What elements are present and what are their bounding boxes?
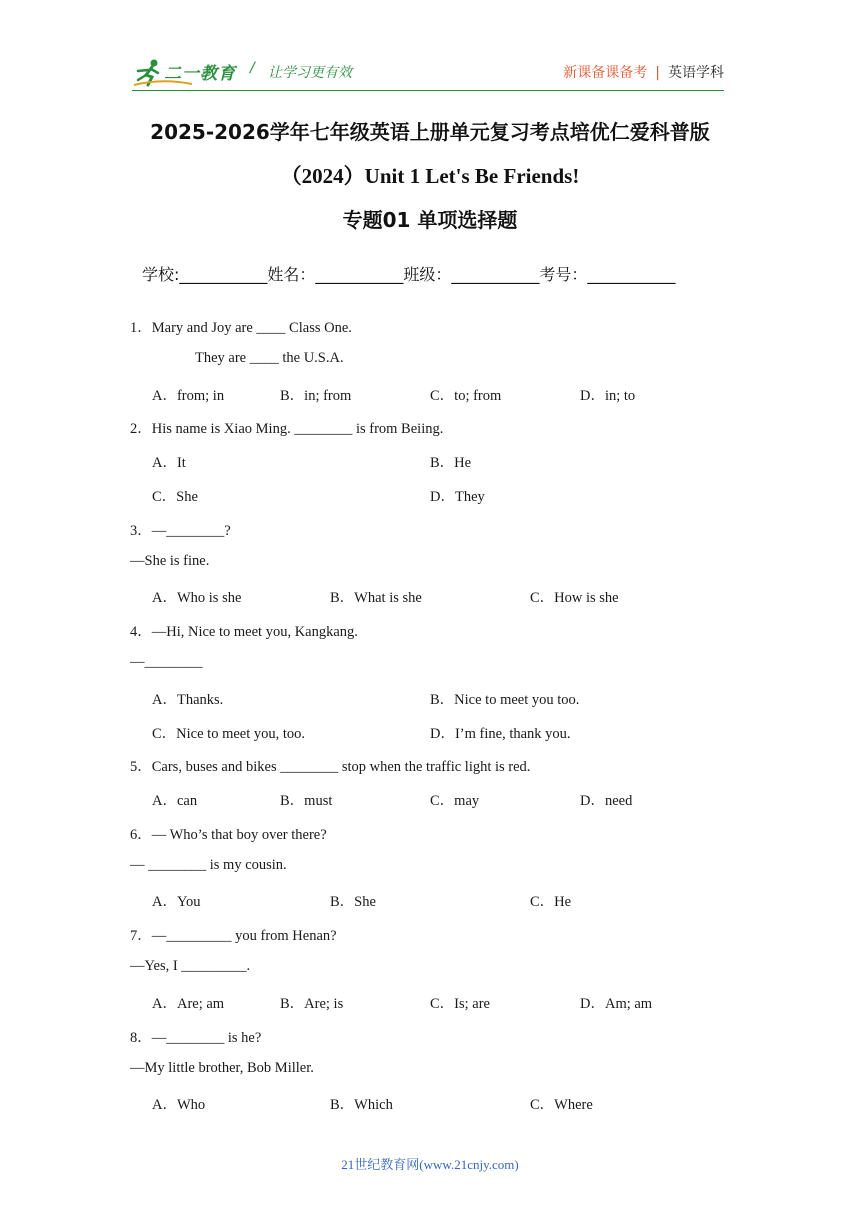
q4-option-c: C．Nice to meet you, too. xyxy=(152,726,306,742)
q8-option-a: A．Who xyxy=(152,1097,206,1113)
question-1-line-2: They are ____ the U.S.A. xyxy=(195,350,344,366)
q3-option-b: B．What is she xyxy=(330,590,422,606)
question-8: 8．—________ is he? xyxy=(130,1030,262,1046)
q3-option-a: A．Who is she xyxy=(152,590,242,606)
header-slash: / xyxy=(250,60,255,76)
header-divider xyxy=(132,90,724,91)
question-8-line-2: —My little brother, Bob Miller. xyxy=(130,1060,314,1076)
student-info-line: 学校:___________姓名：___________班级：___________考号：___________ xyxy=(142,265,676,284)
page-subtitle: （2024）Unit 1 Let's Be Friends! xyxy=(280,164,580,188)
header-course-label: 新课备课备考 xyxy=(563,65,648,81)
q5-option-a: A．can xyxy=(152,793,198,809)
q2-option-b: B．He xyxy=(430,455,472,471)
page-footer: 21世纪教育网(www.21cnjy.com) xyxy=(341,1157,519,1172)
section-title: 专题01 单项选择题 xyxy=(342,208,518,232)
q1-option-d: D．in; to xyxy=(580,388,636,404)
question-4: 4．—Hi, Nice to meet you, Kangkang. xyxy=(130,624,358,640)
q2-option-d: D．They xyxy=(430,489,485,505)
question-2: 2．His name is Xiao Ming. ________ is from Beiing. xyxy=(130,421,444,437)
q1-option-a: A．from; in xyxy=(152,388,225,404)
question-7: 7．—_________ you from Henan? xyxy=(130,928,337,944)
question-6: 6．— Who’s that boy over there? xyxy=(130,827,327,843)
question-4-line-2: —________ xyxy=(130,654,203,670)
question-5: 5．Cars, buses and bikes ________ stop when the traffic light is red. xyxy=(130,759,531,775)
q3-option-c: C．How is she xyxy=(530,590,619,606)
question-7-line-2: —Yes, I _________. xyxy=(130,958,251,974)
q6-option-b: B．She xyxy=(330,894,376,910)
header-slogan: 让学习更有效 xyxy=(268,65,352,81)
q5-option-b: B．must xyxy=(280,793,333,809)
q2-option-c: C．She xyxy=(152,489,198,505)
header-subject-label: 英语学科 xyxy=(668,65,724,81)
q4-option-b: B．Nice to meet you too. xyxy=(430,692,580,708)
logo-text: 二一教育 xyxy=(164,64,236,84)
q5-option-c: C．may xyxy=(430,793,480,809)
q1-option-c: C．to; from xyxy=(430,388,502,404)
question-3: 3．—________? xyxy=(130,523,231,539)
question-1: 1．Mary and Joy are ____ Class One. xyxy=(130,320,352,336)
q8-option-c: C．Where xyxy=(530,1097,593,1113)
page-header xyxy=(132,56,724,90)
q1-option-b: B．in; from xyxy=(280,388,352,404)
header-separator: | xyxy=(655,65,660,81)
q8-option-b: B．Which xyxy=(330,1097,393,1113)
question-3-line-2: —She is fine. xyxy=(130,553,210,569)
q7-option-d: D．Am; am xyxy=(580,996,653,1012)
q7-option-b: B．Are; is xyxy=(280,996,344,1012)
q7-option-a: A．Are; am xyxy=(152,996,225,1012)
q6-option-a: A．You xyxy=(152,894,201,910)
q4-option-d: D．I’m fine, thank you. xyxy=(430,726,571,742)
q7-option-c: C．Is; are xyxy=(430,996,490,1012)
header-right xyxy=(563,62,724,82)
q5-option-d: D．need xyxy=(580,793,633,809)
q4-option-a: A．Thanks. xyxy=(152,692,224,708)
page-title: 2025-2026学年七年级英语上册单元复习考点培优仁爱科普版 xyxy=(150,120,710,144)
question-6-line-2: — ________ is my cousin. xyxy=(130,857,287,873)
q6-option-c: C．He xyxy=(530,894,572,910)
q2-option-a: A．It xyxy=(152,455,186,471)
